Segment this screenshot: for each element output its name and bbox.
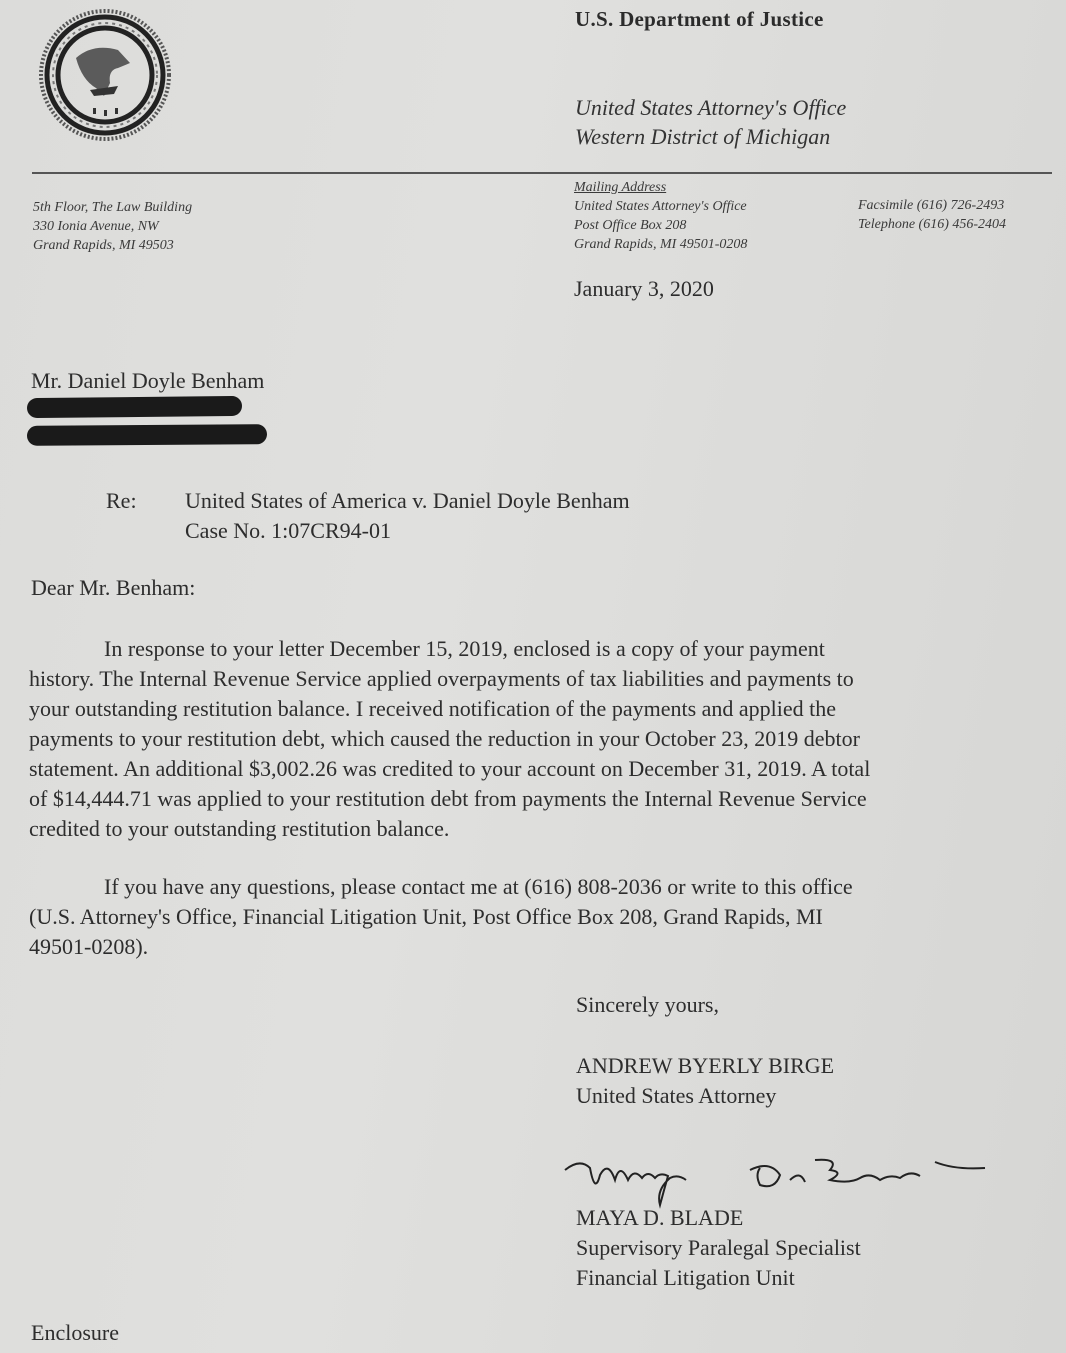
physical-address-line: Grand Rapids, MI 49503 <box>33 238 174 253</box>
mailing-address-header: Mailing Address <box>574 180 667 195</box>
mailing-address-line: Post Office Box 208 <box>574 218 687 233</box>
salutation: Dear Mr. Benham: <box>31 575 196 600</box>
mailing-address-line: Grand Rapids, MI 49501-0208 <box>574 237 748 252</box>
paragraph-line: statement. An additional $3,002.26 was credited to your account on December 31, 2019. A total <box>29 756 871 781</box>
closing: Sincerely yours, <box>576 992 719 1017</box>
paragraph-line: of $14,444.71 was applied to your restitution debt from payments the Internal Revenue Service <box>29 786 867 811</box>
mailing-address-line: United States Attorney's Office <box>574 199 747 214</box>
office-name <box>575 93 846 151</box>
redacted-address-line <box>27 424 267 446</box>
department-name: U.S. Department of Justice <box>575 7 824 31</box>
staff-block <box>576 1203 861 1293</box>
paragraph-line: credited to your outstanding restitution balance. <box>29 816 450 841</box>
paragraph-line: your outstanding restitution balance. I received notification of the payments and applied the <box>29 696 837 721</box>
mailing-address <box>574 178 747 254</box>
paragraph-line: (U.S. Attorney's Office, Financial Litigation Unit, Post Office Box 208, Grand Rapids, MI <box>29 904 823 929</box>
signer-block <box>576 1051 834 1111</box>
case-title: United States of America v. Daniel Doyle Benham <box>185 488 630 513</box>
paragraph-line: history. The Internal Revenue Service applied overpayments of tax liabilities and payments to <box>29 666 854 691</box>
telephone-number: Telephone (616) 456-2404 <box>858 217 1007 232</box>
enclosure-note: Enclosure <box>31 1320 119 1345</box>
recipient-name: Mr. Daniel Doyle Benham <box>31 368 265 393</box>
paragraph-line: If you have any questions, please contact me at (616) 808-2036 or write to this office <box>104 874 853 899</box>
office-line-1: United States Attorney's Office <box>575 95 847 120</box>
handwritten-signature-icon <box>560 1150 990 1210</box>
signer-name: ANDREW BYERLY BIRGE <box>576 1053 835 1078</box>
staff-name: MAYA D. BLADE <box>576 1205 744 1230</box>
doj-seal-icon <box>38 8 172 142</box>
redacted-address-line <box>27 396 242 418</box>
facsimile-number: Facsimile (616) 726-2493 <box>858 198 1005 213</box>
paragraph-line: payments to your restitution debt, which caused the reduction in your October 23, 2019 debtor <box>29 726 860 751</box>
paragraph-line: In response to your letter December 15, 2019, enclosed is a copy of your payment <box>104 636 825 661</box>
re-block <box>185 486 630 546</box>
case-number: Case No. 1:07CR94-01 <box>185 518 391 543</box>
staff-title: Supervisory Paralegal Specialist <box>576 1235 861 1260</box>
paragraph-line: 49501-0208). <box>29 934 149 959</box>
body-paragraph <box>29 872 1039 962</box>
staff-unit: Financial Litigation Unit <box>576 1265 795 1290</box>
physical-address-line: 330 Ionia Avenue, NW <box>33 219 159 234</box>
re-label: Re: <box>106 488 137 513</box>
letter-date: January 3, 2020 <box>574 276 714 301</box>
contact-numbers <box>858 196 1006 234</box>
physical-address <box>33 198 192 255</box>
letterhead-divider <box>32 172 1052 174</box>
signer-title: United States Attorney <box>576 1083 777 1108</box>
office-line-2: Western District of Michigan <box>575 124 831 149</box>
physical-address-line: 5th Floor, The Law Building <box>33 200 193 215</box>
body-paragraph <box>29 634 1039 844</box>
